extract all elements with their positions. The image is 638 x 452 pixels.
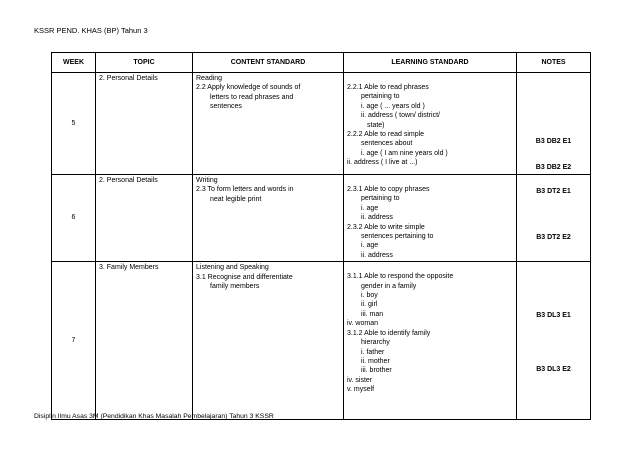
cs-heading: Reading — [196, 75, 223, 82]
ls-line: i. boy — [361, 292, 378, 300]
cs-heading: Writing — [196, 177, 218, 184]
topic-cell: 3. Family Members — [96, 262, 193, 420]
notes-cell — [517, 73, 591, 175]
cs-line: family members — [210, 283, 260, 291]
ls-line: ii. mother — [361, 357, 390, 365]
content-standard-cell — [193, 73, 344, 175]
ls-line: 2.2.1 Able to read phrases — [347, 84, 429, 91]
ls-line: ii. address — [361, 251, 393, 259]
note-code: B3 DL3 E2 — [536, 366, 571, 374]
content-standard-cell — [193, 175, 344, 262]
table-header-row — [52, 53, 591, 73]
week-cell: 5 — [52, 73, 96, 175]
page-header: KSSR PEND. KHAS (BP) Tahun 3 — [34, 26, 148, 35]
content-standard-cell — [193, 262, 344, 420]
table-row — [52, 262, 591, 420]
cs-heading: Listening and Speaking — [196, 264, 269, 272]
ls-line: ii. address ( I live at ...) — [347, 159, 418, 167]
ls-line: gender in a family — [361, 282, 417, 290]
cs-line: letters to read phrases and — [210, 93, 294, 101]
note-code: B3 DL3 E1 — [536, 312, 571, 320]
page-footer: Disiplin Ilmu Asas 3M (Pendidikan Khas Masalah Pembelajaran) Tahun 3 KSSR — [34, 413, 274, 420]
ls-line: ii. address — [361, 214, 393, 222]
ls-line: pertaining to — [361, 195, 400, 203]
learning-standard-cell — [344, 73, 517, 175]
cs-line: 2.3 To form letters and words in — [196, 186, 294, 194]
col-content-standard: CONTENT STANDARD — [193, 53, 344, 73]
table-row — [52, 73, 591, 175]
cs-line: neat legible print — [210, 195, 262, 203]
ls-line: sentences pertaining to — [361, 233, 434, 241]
ls-line: 3.1.2 Able to identify family — [347, 329, 431, 337]
cs-line: 3.1 Recognise and differentiate — [196, 273, 293, 281]
col-notes: NOTES — [517, 53, 591, 73]
table-row — [52, 175, 591, 262]
week-cell: 6 — [52, 175, 96, 262]
ls-line: iv. sister — [347, 376, 373, 384]
learning-standard-cell — [344, 262, 517, 420]
ls-line: i. father — [361, 348, 385, 356]
notes-cell — [517, 175, 591, 262]
col-week: WEEK — [52, 53, 96, 73]
cs-line: 2.2 Apply knowledge of sounds of — [196, 84, 301, 92]
ls-line: iii. brother — [361, 367, 392, 375]
ls-line: 3.1.1 Able to respond the opposite — [347, 273, 454, 281]
ls-line: i. age ( ... years old ) — [361, 102, 425, 110]
ls-line: sentences about — [361, 140, 413, 148]
ls-line: i. age — [361, 242, 379, 250]
topic-cell: 2. Personal Details — [96, 73, 193, 175]
ls-line: state) — [367, 121, 385, 129]
note-code: B3 DT2 E1 — [536, 188, 571, 195]
ls-line: i. age — [361, 204, 379, 212]
ls-line: v. myself — [347, 386, 375, 394]
week-cell: 7 — [52, 262, 96, 420]
ls-line: iii. man — [361, 310, 384, 318]
learning-standard-cell — [344, 175, 517, 262]
ls-line: ii. girl — [361, 301, 378, 309]
ls-line: ii. address ( town/ district/ — [361, 112, 440, 120]
ls-line: 2.3.2 Able to write simple — [347, 223, 425, 231]
notes-cell — [517, 262, 591, 420]
note-code: B3 DB2 E2 — [535, 164, 572, 171]
lesson-plan-table — [51, 52, 591, 420]
cs-line: sentences — [210, 103, 242, 111]
note-code: B3 DB2 E1 — [535, 138, 572, 145]
ls-line: 2.3.1 Able to copy phrases — [347, 186, 430, 193]
ls-line: hierarchy — [361, 339, 390, 347]
ls-line: 2.2.2 Able to read simple — [347, 131, 425, 139]
note-code: B3 DT2 E2 — [536, 234, 571, 241]
topic-cell: 2. Personal Details — [96, 175, 193, 262]
ls-line: pertaining to — [361, 93, 400, 101]
ls-line: iv. woman — [347, 320, 378, 328]
col-topic: TOPIC — [96, 53, 193, 73]
ls-line: i. age ( I am nine years old ) — [361, 149, 448, 157]
col-learning-standard: LEARNING STANDARD — [344, 53, 517, 73]
